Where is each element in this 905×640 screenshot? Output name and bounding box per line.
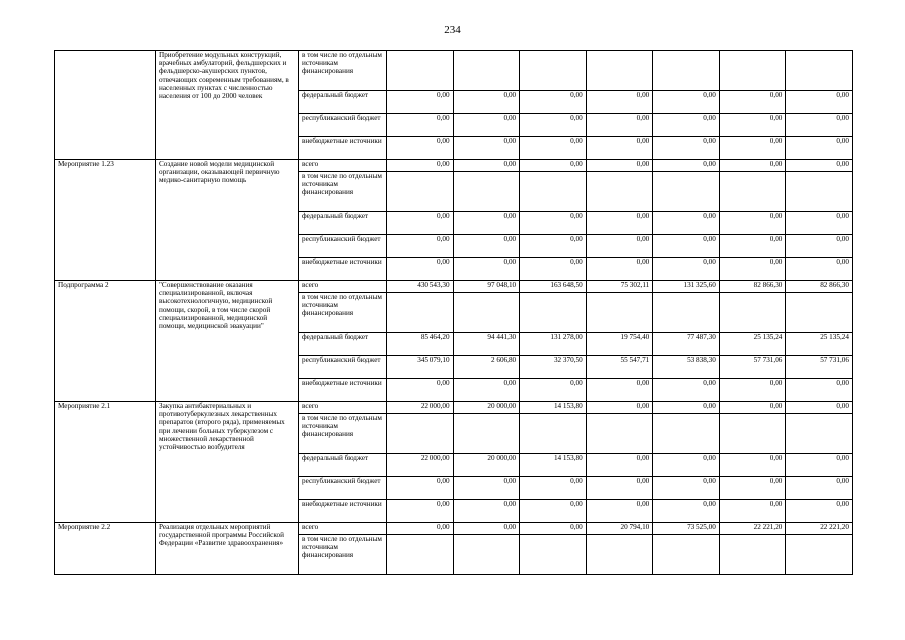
amount-cell: 0,00: [719, 258, 786, 281]
amount-cell: [786, 172, 853, 212]
program-code: Мероприятие 2.1: [55, 402, 156, 523]
funding-source: республиканский бюджет: [299, 356, 387, 379]
amount-cell: [453, 51, 520, 91]
amount-cell: [586, 535, 653, 575]
amount-cell: 0,00: [520, 137, 587, 160]
amount-cell: 0,00: [719, 91, 786, 114]
table-row: [55, 402, 853, 414]
amount-cell: 19 754,40: [586, 333, 653, 356]
amount-cell: 0,00: [719, 137, 786, 160]
amount-cell: 25 135,24: [786, 333, 853, 356]
amount-cell: 0,00: [786, 235, 853, 258]
amount-cell: 163 648,50: [520, 281, 587, 293]
amount-cell: 57 731,06: [786, 356, 853, 379]
amount-cell: 73 525,00: [653, 523, 720, 535]
amount-cell: 0,00: [719, 160, 786, 172]
amount-cell: [453, 172, 520, 212]
amount-cell: [653, 535, 720, 575]
amount-cell: 0,00: [786, 500, 853, 523]
amount-cell: [786, 535, 853, 575]
funding-source: всего: [299, 402, 387, 414]
amount-cell: [453, 535, 520, 575]
amount-cell: [453, 414, 520, 454]
amount-cell: 345 079,10: [387, 356, 454, 379]
amount-cell: 22 221,20: [719, 523, 786, 535]
amount-cell: 0,00: [453, 160, 520, 172]
funding-source: всего: [299, 523, 387, 535]
amount-cell: 0,00: [586, 91, 653, 114]
amount-cell: 0,00: [520, 258, 587, 281]
amount-cell: [520, 414, 587, 454]
amount-cell: 0,00: [653, 212, 720, 235]
amount-cell: 0,00: [586, 212, 653, 235]
amount-cell: 2 606,80: [453, 356, 520, 379]
amount-cell: [719, 172, 786, 212]
amount-cell: 0,00: [786, 212, 853, 235]
amount-cell: [387, 293, 454, 333]
amount-cell: 20 794,10: [586, 523, 653, 535]
amount-cell: 0,00: [453, 477, 520, 500]
amount-cell: 0,00: [387, 235, 454, 258]
funding-source: в том числе по отдельным источникам финансирования: [299, 414, 387, 454]
funding-source: внебюджетные источники: [299, 500, 387, 523]
amount-cell: [719, 293, 786, 333]
amount-cell: 0,00: [387, 258, 454, 281]
amount-cell: [586, 172, 653, 212]
table-row: [55, 51, 853, 91]
amount-cell: 430 543,30: [387, 281, 454, 293]
amount-cell: 82 866,30: [719, 281, 786, 293]
amount-cell: 0,00: [786, 137, 853, 160]
funding-source: в том числе по отдельным источникам финансирования: [299, 535, 387, 575]
amount-cell: 0,00: [786, 258, 853, 281]
amount-cell: [387, 414, 454, 454]
amount-cell: 32 370,50: [520, 356, 587, 379]
amount-cell: 0,00: [586, 402, 653, 414]
funding-source: внебюджетные источники: [299, 379, 387, 402]
amount-cell: 0,00: [387, 477, 454, 500]
amount-cell: [387, 51, 454, 91]
funding-source: всего: [299, 160, 387, 172]
amount-cell: 0,00: [719, 402, 786, 414]
amount-cell: 0,00: [387, 212, 454, 235]
table-row: [55, 160, 853, 172]
funding-source: федеральный бюджет: [299, 91, 387, 114]
program-name: "Совершенствование оказания специализированной, включая высокотехнологичную, медицинской помощи, скорой, в том числе скорой специализированной, медицинской помощи, медицинской эвакуации": [156, 281, 299, 402]
amount-cell: [387, 535, 454, 575]
amount-cell: 0,00: [586, 160, 653, 172]
amount-cell: 0,00: [453, 258, 520, 281]
amount-cell: [786, 51, 853, 91]
amount-cell: 14 153,80: [520, 454, 587, 477]
table-row: [55, 523, 853, 535]
amount-cell: [653, 293, 720, 333]
amount-cell: 0,00: [653, 379, 720, 402]
amount-cell: 82 866,30: [786, 281, 853, 293]
amount-cell: [520, 51, 587, 91]
amount-cell: 0,00: [653, 114, 720, 137]
amount-cell: 0,00: [387, 137, 454, 160]
amount-cell: 94 441,30: [453, 333, 520, 356]
amount-cell: 0,00: [586, 258, 653, 281]
funding-source: внебюджетные источники: [299, 137, 387, 160]
amount-cell: [586, 293, 653, 333]
amount-cell: 57 731,06: [719, 356, 786, 379]
amount-cell: 0,00: [586, 379, 653, 402]
amount-cell: 22 221,20: [786, 523, 853, 535]
amount-cell: 0,00: [520, 500, 587, 523]
table-row: [55, 281, 853, 293]
amount-cell: 0,00: [586, 500, 653, 523]
amount-cell: [653, 414, 720, 454]
amount-cell: 0,00: [719, 235, 786, 258]
funding-source: республиканский бюджет: [299, 477, 387, 500]
amount-cell: 0,00: [653, 477, 720, 500]
amount-cell: 0,00: [653, 454, 720, 477]
amount-cell: 0,00: [586, 477, 653, 500]
funding-source: федеральный бюджет: [299, 454, 387, 477]
amount-cell: 20 000,00: [453, 454, 520, 477]
amount-cell: [786, 414, 853, 454]
amount-cell: 0,00: [387, 523, 454, 535]
amount-cell: 0,00: [520, 235, 587, 258]
amount-cell: [520, 535, 587, 575]
amount-cell: [586, 414, 653, 454]
amount-cell: 0,00: [653, 137, 720, 160]
amount-cell: 75 302,11: [586, 281, 653, 293]
amount-cell: 131 278,00: [520, 333, 587, 356]
amount-cell: 131 325,60: [653, 281, 720, 293]
amount-cell: [453, 293, 520, 333]
amount-cell: 22 000,00: [387, 402, 454, 414]
program-name: Реализация отдельных мероприятий государственной программы Российской Федерации «Развитие здравоохранения»: [156, 523, 299, 575]
amount-cell: 0,00: [453, 379, 520, 402]
amount-cell: 0,00: [786, 477, 853, 500]
amount-cell: 0,00: [653, 160, 720, 172]
amount-cell: 77 487,30: [653, 333, 720, 356]
funding-source: внебюджетные источники: [299, 258, 387, 281]
amount-cell: 0,00: [653, 402, 720, 414]
amount-cell: 0,00: [719, 379, 786, 402]
amount-cell: 0,00: [520, 91, 587, 114]
amount-cell: [520, 172, 587, 212]
funding-source: федеральный бюджет: [299, 333, 387, 356]
funding-source: в том числе по отдельным источникам финансирования: [299, 172, 387, 212]
amount-cell: 0,00: [453, 137, 520, 160]
amount-cell: 85 464,20: [387, 333, 454, 356]
amount-cell: [786, 293, 853, 333]
amount-cell: 0,00: [586, 137, 653, 160]
page-number: 234: [444, 24, 461, 36]
program-code: Мероприятие 1.23: [55, 160, 156, 281]
amount-cell: 0,00: [786, 114, 853, 137]
program-name: Создание новой модели медицинской организации, оказывающей первичную медико-санитарную помощь: [156, 160, 299, 281]
funding-source: в том числе по отдельным источникам финансирования: [299, 51, 387, 91]
amount-cell: 0,00: [653, 500, 720, 523]
amount-cell: 0,00: [520, 212, 587, 235]
amount-cell: 0,00: [520, 477, 587, 500]
amount-cell: [719, 51, 786, 91]
amount-cell: 0,00: [520, 160, 587, 172]
amount-cell: [520, 293, 587, 333]
amount-cell: 0,00: [653, 91, 720, 114]
amount-cell: 0,00: [453, 235, 520, 258]
program-name: Приобретение модульных конструкций, врачебных амбулаторий, фельдшерских и фельдшерско-акушерских пунктов, отвечающих современным требованиям, в населенных пунктах с численностью населения от 100 до 2000 человек: [156, 51, 299, 160]
amount-cell: [719, 535, 786, 575]
program-name: Закупка антибактериальных и противотуберкулезных лекарственных препаратов (второго ряда), применяемых при лечении больных туберкулезом с множественной лекарственной устойчивостью возбудителя: [156, 402, 299, 523]
amount-cell: 0,00: [586, 454, 653, 477]
amount-cell: 22 000,00: [387, 454, 454, 477]
amount-cell: 0,00: [786, 454, 853, 477]
amount-cell: 25 135,24: [719, 333, 786, 356]
funding-source: в том числе по отдельным источникам финансирования: [299, 293, 387, 333]
budget-table: [54, 50, 853, 575]
amount-cell: 0,00: [786, 160, 853, 172]
funding-source: федеральный бюджет: [299, 212, 387, 235]
amount-cell: [653, 51, 720, 91]
funding-source: республиканский бюджет: [299, 114, 387, 137]
amount-cell: [586, 51, 653, 91]
amount-cell: 0,00: [586, 235, 653, 258]
amount-cell: 0,00: [719, 477, 786, 500]
amount-cell: 0,00: [786, 402, 853, 414]
amount-cell: 0,00: [653, 235, 720, 258]
amount-cell: 0,00: [520, 523, 587, 535]
amount-cell: 20 000,00: [453, 402, 520, 414]
program-code: Подпрограмма 2: [55, 281, 156, 402]
amount-cell: 0,00: [387, 91, 454, 114]
amount-cell: [653, 172, 720, 212]
amount-cell: 0,00: [453, 500, 520, 523]
amount-cell: 0,00: [719, 212, 786, 235]
amount-cell: 0,00: [387, 160, 454, 172]
amount-cell: 0,00: [387, 114, 454, 137]
amount-cell: 0,00: [387, 500, 454, 523]
amount-cell: 0,00: [786, 379, 853, 402]
amount-cell: 0,00: [719, 454, 786, 477]
amount-cell: 53 838,30: [653, 356, 720, 379]
amount-cell: 0,00: [719, 500, 786, 523]
amount-cell: 14 153,80: [520, 402, 587, 414]
amount-cell: [387, 172, 454, 212]
amount-cell: 97 048,10: [453, 281, 520, 293]
amount-cell: 55 547,71: [586, 356, 653, 379]
amount-cell: 0,00: [453, 523, 520, 535]
program-code: Мероприятие 2.2: [55, 523, 156, 575]
amount-cell: 0,00: [653, 258, 720, 281]
funding-source: республиканский бюджет: [299, 235, 387, 258]
amount-cell: [719, 414, 786, 454]
amount-cell: 0,00: [387, 379, 454, 402]
amount-cell: 0,00: [520, 379, 587, 402]
amount-cell: 0,00: [719, 114, 786, 137]
funding-source: всего: [299, 281, 387, 293]
amount-cell: 0,00: [520, 114, 587, 137]
program-code: [55, 51, 156, 160]
amount-cell: 0,00: [786, 91, 853, 114]
amount-cell: 0,00: [453, 114, 520, 137]
amount-cell: 0,00: [453, 212, 520, 235]
amount-cell: 0,00: [453, 91, 520, 114]
amount-cell: 0,00: [586, 114, 653, 137]
